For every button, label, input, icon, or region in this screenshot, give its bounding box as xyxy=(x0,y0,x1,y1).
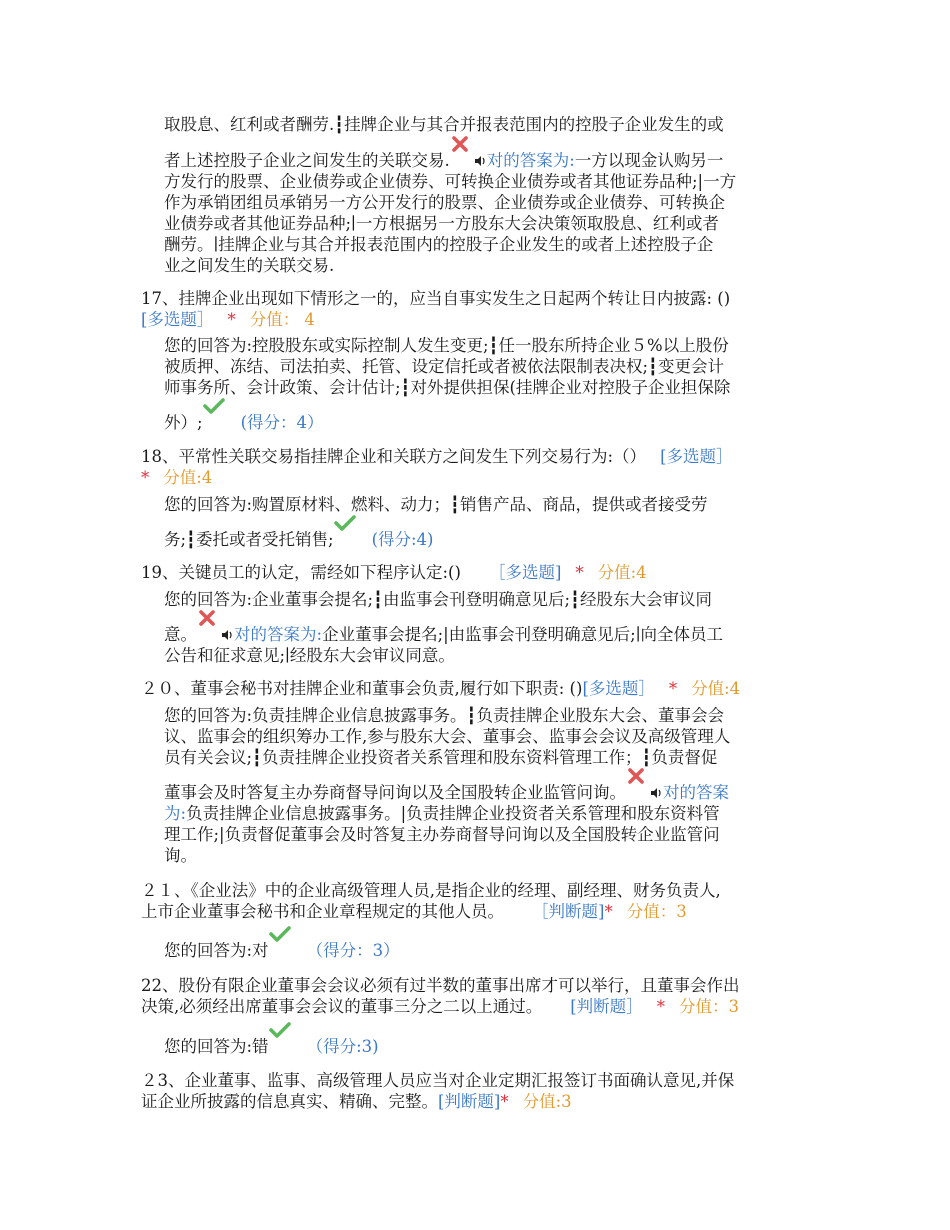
q19-correct-text: 企业董事会提名;|由监事会刊登明确意见后;∣向全体员工 xyxy=(322,625,724,644)
q16-correct-text: 一方以现金认购另一 xyxy=(574,151,724,170)
q17-question: 17、挂牌企业出现如下情形之一的，应当自事实发生之日起两个转让日内披露: () xyxy=(141,289,731,308)
q22-answer xyxy=(164,1036,379,1057)
q18-star: * xyxy=(141,468,150,487)
q19-score: 分值:4 xyxy=(597,563,647,582)
q19-correct-label: 对的答案为: xyxy=(234,625,323,644)
q22-type-tag: [判断题］ xyxy=(570,997,643,1016)
q17-result: (得分：4） xyxy=(240,413,324,432)
q20-correct-label-cont: 为: xyxy=(164,804,187,823)
q20-correct-line: 理工作;|负责督促董事会及时答复主办券商督导问询以及全国股转企业监管问 xyxy=(164,825,720,844)
q20-answer-line: 议、监事会的组织筹办工作,参与股东大会、董事会、监事会会议及高级管理人 xyxy=(164,727,731,746)
q19-answer-line: 您的回答为:企业董事会提名;┇由监事会刊登明确意见后;┇经股东大会审议同 xyxy=(164,590,713,609)
q22-score: 分值：3 xyxy=(678,997,739,1016)
q21-type-tag: ［判断题] xyxy=(532,902,605,921)
q18-meta xyxy=(141,467,212,488)
q18-answer-line: 您的回答为:购置原材料、燃料、动力；┇销售产品、商品，提供或者接受劳 xyxy=(164,495,708,514)
q19-answer-line-last xyxy=(164,624,723,645)
speaker-icon xyxy=(474,151,486,163)
q21-answer xyxy=(164,940,400,961)
q21-question-text: 上市企业董事会秘书和企业章程规定的其他人员。 xyxy=(141,902,504,921)
cross-icon xyxy=(450,150,474,171)
q18-answer-text: 务;┇委托或者受托销售; xyxy=(164,530,334,549)
q20-answer-text: 董事会及时答复主办券商督导问询以及全国股转企业监管问询。 xyxy=(164,783,626,802)
q16-answer-line-last xyxy=(164,150,723,171)
q21-question-line xyxy=(141,901,687,922)
q20-correct-line xyxy=(164,803,720,824)
q20-star: * xyxy=(668,679,678,698)
q17-answer-line: 您的回答为:控股股东或实际控制人发生变更;┇任一股东所持企业５%以上股份 xyxy=(164,336,729,355)
q20-answer-line: 员有关会议;┇负责挂牌企业投资者关系管理和股东资料管理工作；┇负责督促 xyxy=(164,748,718,767)
q16-correct-label: 对的答案为: xyxy=(486,151,575,170)
q19-question-text: 19、关键员工的认定，需经如下程序认定:() xyxy=(141,563,461,582)
check-icon xyxy=(269,1036,293,1057)
q21-question-line: ２１、《企业法》中的企业高级管理人员,是指企业的经理、副经理、财务负责人, xyxy=(141,881,721,900)
q18-type-tag: [多选题］ xyxy=(660,447,733,466)
q23-type-tag: [判断题] xyxy=(438,1092,501,1111)
q22-star: * xyxy=(656,997,665,1016)
q18-score: 分值:4 xyxy=(163,468,213,487)
q16-correct-line: 业债券或者其他证券品种;∣一方根据另一方股东大会决策领取股息、红利或者 xyxy=(164,214,719,233)
q16-correct-line: 作为承销团组员承销另一方公开发行的股票、企业债券或企业债券、可转换企 xyxy=(164,193,725,212)
q20-question-text: ２０、董事会秘书对挂牌企业和董事会负责,履行如下职责: () xyxy=(141,679,583,698)
q17-answer-line: 师事务所、会计政策、会计估计;┇对外提供担保(挂牌企业对控股子企业担保除 xyxy=(164,378,731,397)
speaker-icon xyxy=(650,783,662,795)
q22-answer-text: 您的回答为:错 xyxy=(164,1037,269,1056)
cross-icon xyxy=(626,782,650,803)
q20-correct-line: 询。 xyxy=(164,846,197,865)
q17-star: * xyxy=(227,310,236,329)
q20-answer-line: 您的回答为:负责挂牌企业信息披露事务。┇负责挂牌企业股东大会、董事会会 xyxy=(164,706,724,725)
q18-answer-line-last xyxy=(164,529,434,550)
q19-question xyxy=(141,562,647,583)
q20-type-tag: [多选题］ xyxy=(582,679,655,698)
q22-question-text: 决策,必须经出席董事会会议的董事三分之二以上通过。 xyxy=(141,997,543,1016)
q20-correct-label: 对的答案 xyxy=(663,783,729,802)
q23-question-line xyxy=(141,1091,572,1112)
check-icon xyxy=(269,940,293,961)
q16-correct-line: 业之间发生的关联交易. xyxy=(164,256,335,275)
q23-star: * xyxy=(500,1092,509,1111)
q16-answer-line: 取股息、红利或者酬劳.┇挂牌企业与其合并报表范围内的控股子企业发生的或 xyxy=(164,115,724,134)
speaker-icon xyxy=(221,625,233,637)
q22-result: （得分:3) xyxy=(306,1037,379,1056)
q22-question-line: 22、股份有限企业董事会会议必须有过半数的董事出席才可以举行，且董事会作出 xyxy=(141,976,740,995)
q17-answer-line: 被质押、冻结、司法拍卖、托管、设定信托或者被依法限制表决权;┇变更会计 xyxy=(164,357,724,376)
q17-answer-text: 外）; xyxy=(164,413,203,432)
q19-type-tag: ［多选题] xyxy=(488,563,562,582)
q17-meta xyxy=(141,309,315,330)
q17-type-tag: [多选题］ xyxy=(141,310,214,329)
q23-question-line: ２3、企业董事、监事、高级管理人员应当对企业定期汇报签订书面确认意见,并保 xyxy=(141,1071,735,1090)
q20-correct-text: 负责挂牌企业信息披露事务。|负责挂牌企业投资者关系管理和股东资料管 xyxy=(186,804,720,823)
q22-question-line xyxy=(141,996,739,1017)
q20-question xyxy=(141,678,740,699)
q23-question-text: 证企业所披露的信息真实、精确、完整。 xyxy=(141,1092,438,1111)
q18-question xyxy=(141,446,733,467)
cross-icon xyxy=(197,624,221,645)
q17-answer-line-last xyxy=(164,412,324,433)
q18-result: (得分:4) xyxy=(371,530,434,549)
q17-score: 分值： 4 xyxy=(249,310,315,329)
q16-correct-line: 方发行的股票、企业债券或企业债券、可转换企业债券或者其他证券品种;|一方 xyxy=(164,172,737,191)
q20-answer-line-last xyxy=(164,782,729,803)
q16-correct-line: 酬劳。∣挂牌企业与其合并报表范围内的控股子企业发生的或者上述控股子企 xyxy=(164,235,714,254)
q21-score: 分值：3 xyxy=(626,902,687,921)
q16-answer-text: 者上述控股子企业之间发生的关联交易. xyxy=(164,151,450,170)
check-icon xyxy=(334,529,358,550)
q19-correct-line: 公告和征求意见;∣经股东大会审议同意。 xyxy=(164,646,455,665)
q20-score: 分值:4 xyxy=(691,679,741,698)
q21-answer-text: 您的回答为:对 xyxy=(164,941,269,960)
q19-answer-text: 意。 xyxy=(164,625,197,644)
q23-score: 分值:3 xyxy=(522,1092,572,1111)
q18-question-text: 18、平常性关联交易指挂牌企业和关联方之间发生下列交易行为:（） xyxy=(141,447,647,466)
check-icon xyxy=(203,412,227,433)
q21-result: （得分：3） xyxy=(306,941,400,960)
q19-star: * xyxy=(575,563,584,582)
q21-star: * xyxy=(604,902,613,921)
